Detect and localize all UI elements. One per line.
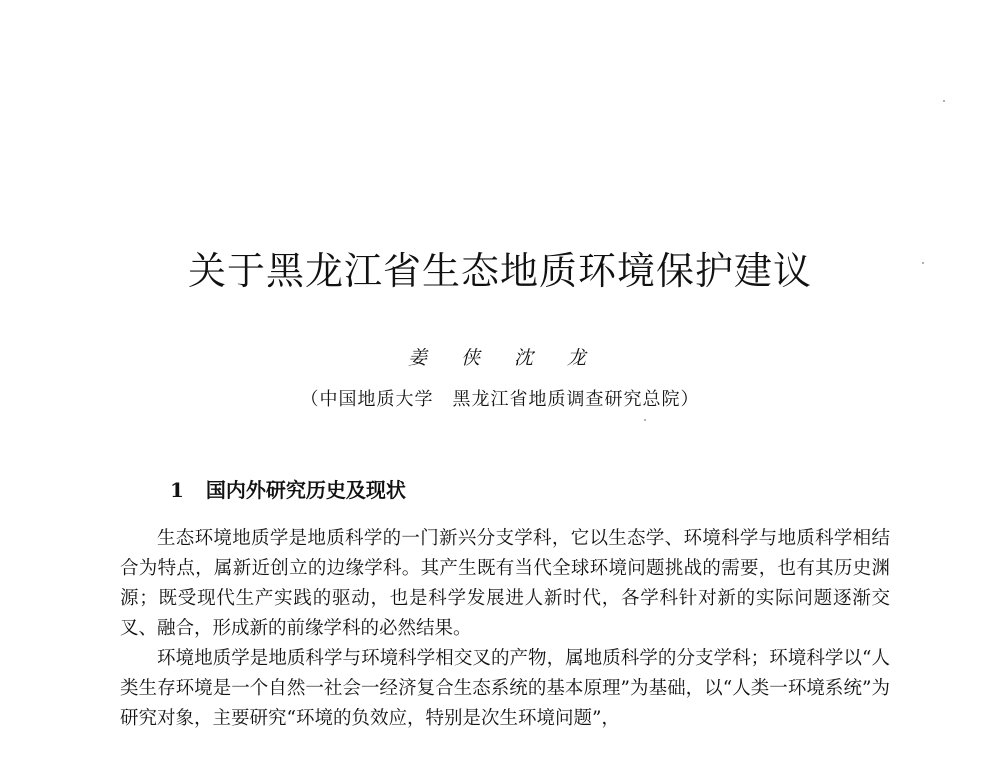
scan-speck	[644, 419, 646, 421]
paragraph: 生态环境地质学是地质科学的一门新兴分支学科，它以生态学、环境科学与地质科学相结合为特点，属新近创立的边缘学科。其产生既有当代全球环境问题挑战的需要，也有其历史渊源；既受现代生产实践的驱动，也是科学发展进人新时代，各学科针对新的实际问题逐渐交叉、融合，形成新的前缘学科的必然结果。	[120, 528, 890, 639]
section-heading	[170, 474, 406, 503]
paragraph: 环境地质学是地质科学与环境科学相交叉的产物，属地质科学的分支学科；环境科学以“人类生存环境是一个自然一社会一经济复合生态系统的基本原理”为基础，以“人类一环境系统”为研究对象，主要研究“环境的负效应，特别是次生环境问题”，	[120, 648, 890, 729]
paper-affiliation: （中国地质大学 黑龙江省地质调查研究总院）	[300, 389, 700, 410]
paper-authors: 姜 侠 沈 龙	[407, 347, 593, 369]
body-text	[120, 524, 890, 734]
section-number: 1	[170, 478, 184, 502]
paper-title: 关于黑龙江省生态地质环境保护建议	[187, 249, 812, 293]
scan-speck	[943, 100, 945, 102]
section-title: 国内外研究历史及现状	[205, 478, 406, 502]
